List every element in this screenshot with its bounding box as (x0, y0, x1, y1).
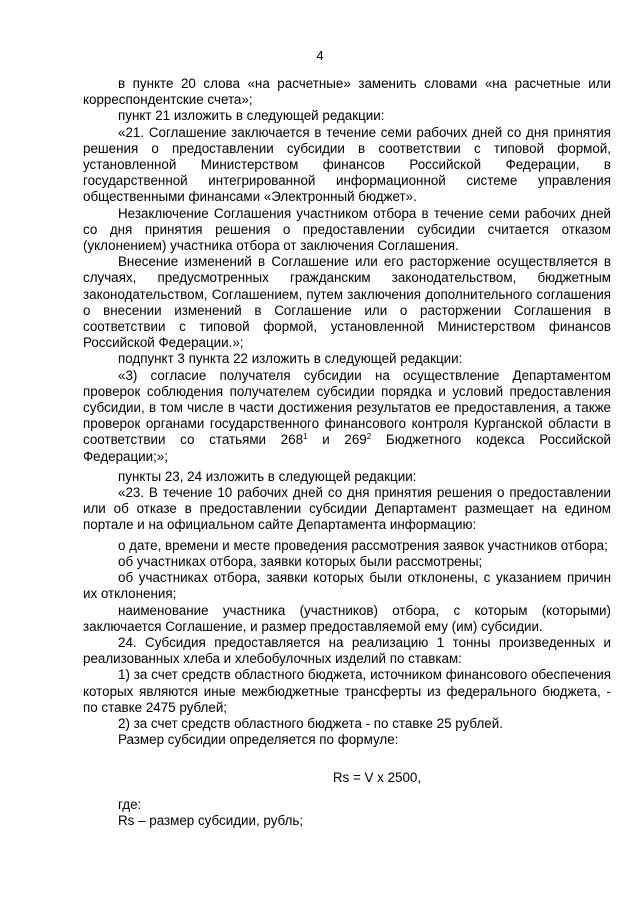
sub3-text-part3: Бюджетного кодекса Российской Федерации;»; (83, 432, 612, 464)
sub3-text-part1: «3) согласие получателя субсидии на осуществление Департаментом проверок соблюдения получателем субсидии порядка и условий предоставления субсидии, в том числе в части достижения результатов ее предоставления, а также проверок органами государственного финансового контроля Курганской области в соответствии со статьями 268 (83, 367, 611, 448)
definition-rs: Rs – размер субсидии, рубль; (118, 812, 304, 828)
paragraph-non-conclusion: Незаключение Соглашения участником отбора в течение семи рабочих дней со дня принятия решения о предоставлении субсидии считается отказом (уклонением) участника отбора от заключения Соглашения. (83, 205, 611, 254)
document-body (83, 76, 611, 829)
list-item-rejected: об участниках отбора, заявки которых были отклонены, с указанием причин их отклонения; (83, 570, 611, 602)
page-number: 4 (316, 48, 324, 63)
paragraph-p23-text: «23. В течение 10 рабочих дней со дня принятия решения о предоставлении или об отказе в предоставлении субсидии Департамент размещает на едином портале и на официальном сайте Департамента информацию: (83, 485, 611, 533)
paragraph-amendments: Внесение изменений в Соглашение или его расторжение осуществляется в случаях, предусмотренных гражданским законодательством, бюджетным законодательством, Соглашением, путем заключения дополнительного соглашения о внесении изменений в Соглашение или о расторжении Соглашения в соответствии с типовой формой, установленной Министерством финансов Российской Федерации.»; (83, 254, 611, 351)
paragraph-formula-intro: Размер субсидии определяется по формуле: (118, 732, 399, 748)
paragraph-p23-24-intro: пункты 23, 24 изложить в следующей редакции: (118, 468, 417, 484)
paragraph-p21-intro: пункт 21 изложить в следующей редакции: (118, 108, 385, 124)
list-item-rate-1: 1) за счет средств областного бюджета, источником финансового обеспечения которых являются иные межбюджетные трансферты из федерального бюджета, - по ставке 2475 рублей; (83, 667, 611, 715)
list-item-recipient: наименование участника (участников) отбора, с которым (которыми) заключается Соглашение, и размер предоставляемой ему (им) субсидии. (83, 602, 611, 634)
paragraph-p24-text: 24. Субсидия предоставляется на реализацию 1 тонны произведенных и реализованных хлеба и хлебобулочных изделий по ставкам: (83, 634, 611, 667)
sub3-text-part2: и 269 (307, 432, 367, 448)
superscript-2: 2 (366, 432, 372, 442)
superscript-1: 1 (303, 432, 308, 442)
paragraph-sub3-text (83, 368, 611, 465)
paragraph-p21-text: «21. Соглашение заключается в течение семи рабочих дней со дня принятия решения о предоставлении субсидии в соответствии с типовой формой, установленной Министерством финансов Российской Федерации, в государственной интегрированной информационной системе управления общественными финансами «Электронный бюджет». (83, 124, 611, 205)
where-label: где: (118, 796, 142, 812)
formula: Rs = V x 2500, (332, 770, 422, 786)
paragraph-sub3-intro: подпункт 3 пункта 22 изложить в следующей редакции: (118, 351, 463, 367)
list-item-reviewed: об участниках отбора, заявки которых были рассмотрены; (118, 553, 483, 569)
list-item-rate-2: 2) за счет средств областного бюджета - по ставке 25 рублей. (118, 715, 503, 731)
paragraph-amend-p20: в пункте 20 слова «на расчетные» заменить словами «на расчетные или корреспондентские счета»; (83, 76, 611, 108)
list-item-date-time: о дате, времени и месте проведения рассмотрения заявок участников отбора; (118, 537, 608, 553)
